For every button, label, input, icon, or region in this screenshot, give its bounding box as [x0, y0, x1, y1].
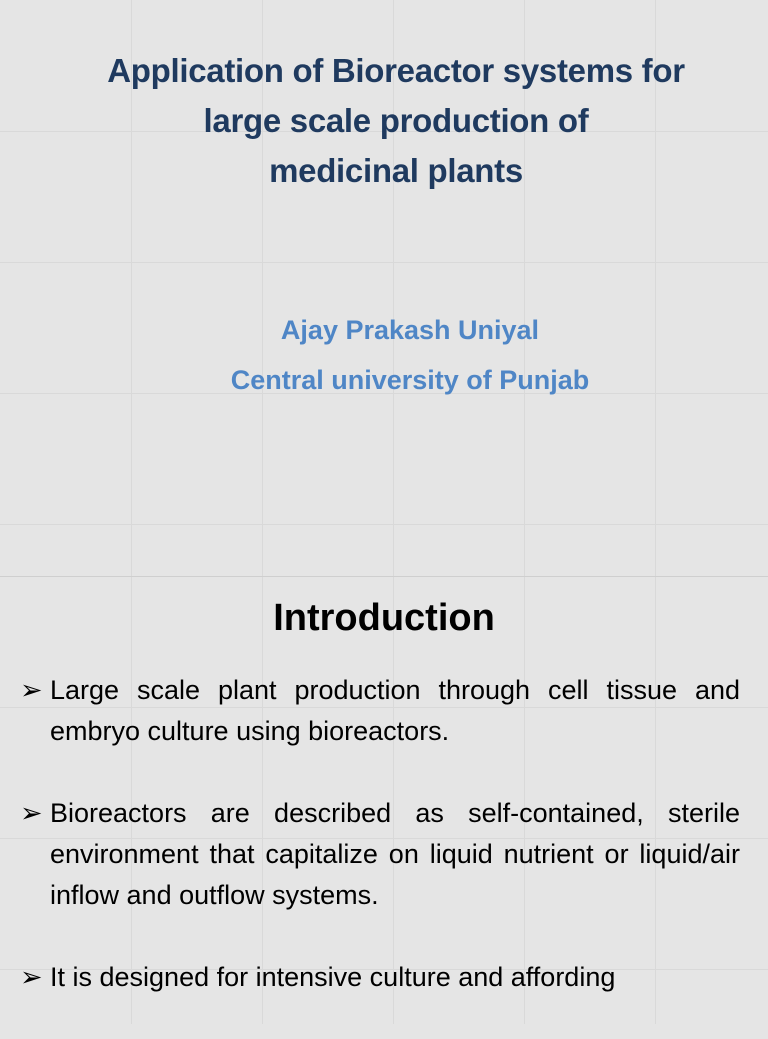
arrow-bullet-icon: ➢ — [20, 675, 43, 705]
bullet-text: It is designed for intensive culture and affording — [50, 962, 616, 992]
title-line: medicinal plants — [269, 152, 523, 189]
author-name: Ajay Prakash Uniyal — [280, 315, 540, 345]
arrow-bullet-icon: ➢ — [20, 962, 43, 992]
slide-title — [40, 46, 752, 196]
bullet-item — [20, 793, 740, 916]
bullet-text: Large scale plant production through cell tissue and embryo culture using bioreactors. — [50, 675, 740, 746]
bullet-list — [20, 670, 740, 1039]
bullet-text: Bioreactors are described as self-contained, sterile environment that capitalize on liquid nutrient or liquid/air inflow and outflow systems. — [50, 798, 740, 910]
author-affiliation: Central university of Punjab — [230, 365, 590, 395]
author-block — [0, 305, 768, 405]
bullet-item — [20, 670, 740, 752]
title-line: Application of Bioreactor systems for — [107, 52, 685, 89]
title-line: large scale production of — [203, 102, 589, 139]
arrow-bullet-icon: ➢ — [20, 798, 43, 828]
section-heading: Introduction — [273, 597, 495, 639]
introduction-slide — [0, 577, 768, 1024]
bullet-item — [20, 957, 740, 998]
